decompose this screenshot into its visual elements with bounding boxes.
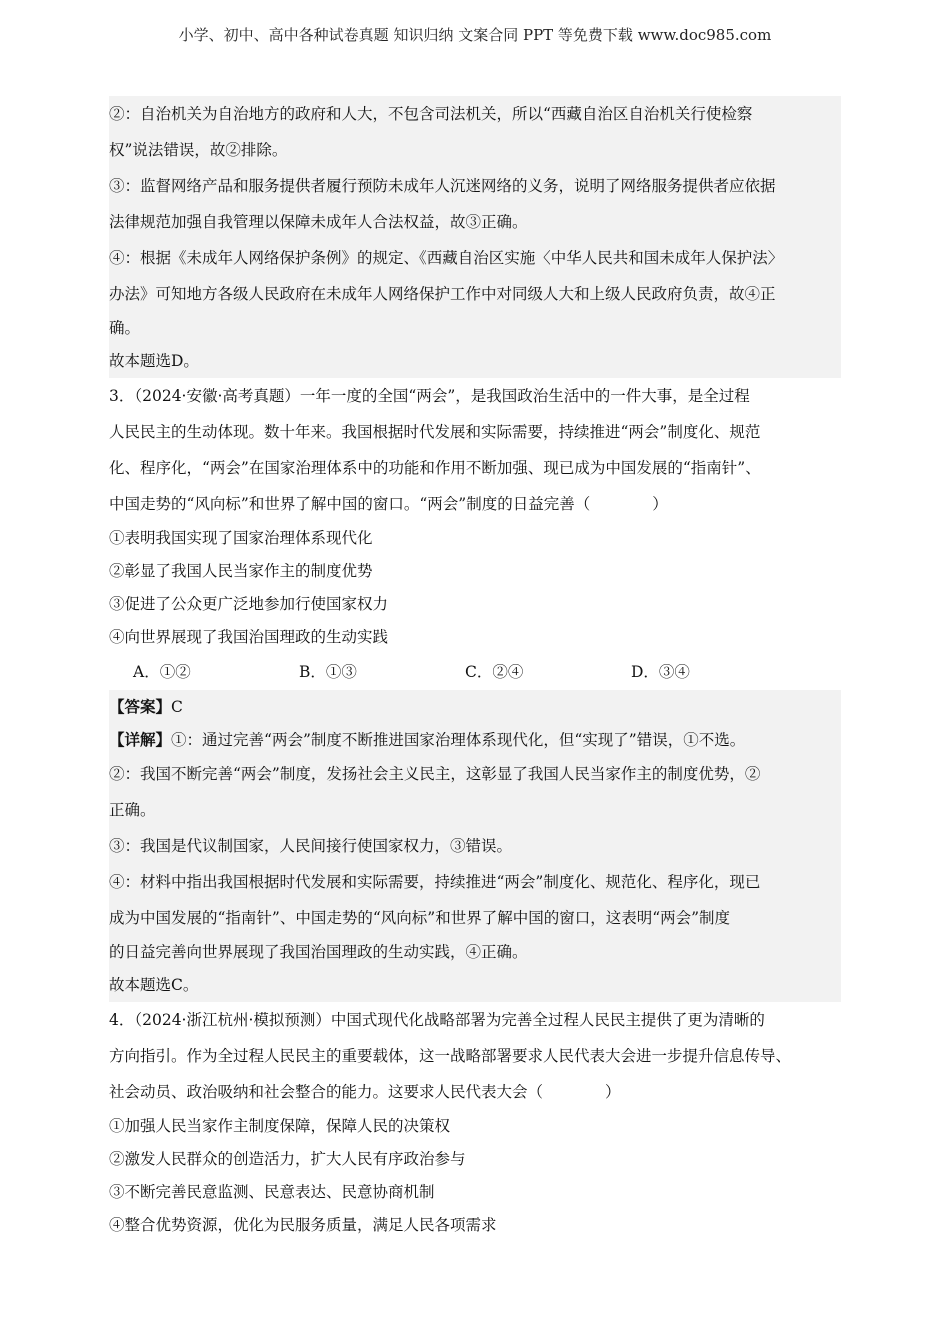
analysis-conclusion: 故本题选C。 [109, 976, 199, 994]
prev-question-analysis [109, 96, 841, 378]
option-3: ③促进了公众更广泛地参加行使国家权力 [109, 595, 389, 613]
question-stem-line: 3．（2024·安徽·高考真题）一年一度的全国“两会”，是我国政治生活中的一件大事，是全过程 [109, 387, 750, 405]
question-3 [109, 378, 841, 690]
analysis-line: ③：监督网络产品和服务提供者履行预防未成年人沉迷网络的义务，说明了网络服务提供者应依据 [109, 177, 776, 195]
detail-text: ①：通过完善“两会”制度不断推进国家治理体系现代化，但“实现了”错误，①不选。 [171, 731, 746, 749]
analysis-line: 的日益完善向世界展现了我国治国理政的生动实践，④正确。 [109, 943, 528, 961]
answer-value: C [171, 698, 183, 716]
answer-tag: 【答案】 [109, 697, 172, 716]
option-4: ④整合优势资源，优化为民服务质量，满足人民各项需求 [109, 1216, 497, 1234]
option-2: ②彰显了我国人民当家作主的制度优势 [109, 562, 373, 580]
answer-choices [109, 654, 841, 690]
analysis-line: 正确。 [109, 801, 156, 819]
option-4: ④向世界展现了我国治国理政的生动实践 [109, 628, 389, 646]
analysis-line: ④：材料中指出我国根据时代发展和实际需要，持续推进“两会”制度化、规范化、程序化，现已 [109, 873, 761, 891]
analysis-line: 确。 [109, 319, 141, 337]
choice-b: B．①③ [299, 663, 357, 681]
question-3-solution [109, 690, 841, 1002]
choice-a: A．①② [133, 663, 191, 681]
detail-tag: 【详解】 [109, 730, 172, 749]
analysis-line: ②：我国不断完善“两会”制度，发扬社会主义民主，这彰显了我国人民当家作主的制度优势，② [109, 765, 761, 783]
question-stem-line: 中国走势的“风向标”和世界了解中国的窗口。“两会”制度的日益完善（ ） [109, 495, 668, 513]
option-1: ①加强人民当家作主制度保障，保障人民的决策权 [109, 1117, 451, 1135]
question-4 [109, 1002, 841, 1242]
option-1: ①表明我国实现了国家治理体系现代化 [109, 529, 373, 547]
analysis-line: 办法》可知地方各级人民政府在未成年人网络保护工作中对同级人大和上级人民政府负责，故④正 [109, 285, 776, 303]
question-stem-line: 社会动员、政治吸纳和社会整合的能力。这要求人民代表大会（ ） [109, 1083, 621, 1101]
answer-line [109, 690, 841, 723]
choice-c: C．②④ [465, 663, 524, 681]
analysis-line: ②：自治机关为自治地方的政府和人大，不包含司法机关，所以“西藏自治区自治机关行使检察 [109, 105, 753, 123]
analysis-line: 法律规范加强自我管理以保障未成年人合法权益，故③正确。 [109, 213, 528, 231]
question-stem-line: 4．（2024·浙江杭州·模拟预测）中国式现代化战略部署为完善全过程人民民主提供了更为清晰的 [109, 1011, 765, 1029]
question-stem-line: 化、程序化，“两会”在国家治理体系中的功能和作用不断加强、现已成为中国发展的“指南针”、 [109, 459, 761, 477]
question-stem-line: 人民民主的生动体现。数十年来。我国根据时代发展和实际需要，持续推进“两会”制度化、规范 [109, 423, 761, 441]
question-stem-line: 方向指引。作为全过程人民民主的重要载体，这一战略部署要求人民代表大会进一步提升信息传导、 [109, 1047, 792, 1065]
analysis-line: ③：我国是代议制国家，人民间接行使国家权力，③错误。 [109, 837, 513, 855]
choice-d: D．③④ [631, 663, 690, 681]
analysis-line: 权”说法错误，故②排除。 [109, 141, 288, 159]
option-2: ②激发人民群众的创造活力，扩大人民有序政治参与 [109, 1150, 466, 1168]
option-3: ③不断完善民意监测、民意表达、民意协商机制 [109, 1183, 435, 1201]
analysis-line: ④：根据《未成年人网络保护条例》的规定、《西藏自治区实施〈中华人民共和国未成年人保护法〉 [109, 249, 784, 267]
analysis-conclusion: 故本题选D。 [109, 352, 199, 370]
analysis-line: 成为中国发展的“指南针”、中国走势的“风向标”和世界了解中国的窗口，这表明“两会”制度 [109, 909, 731, 927]
detail-line [109, 723, 841, 756]
page-header: 小学、初中、高中各种试卷真题 知识归纳 文案合同 PPT 等免费下载 www.doc985.com [178, 26, 772, 44]
document-body [109, 96, 841, 1242]
